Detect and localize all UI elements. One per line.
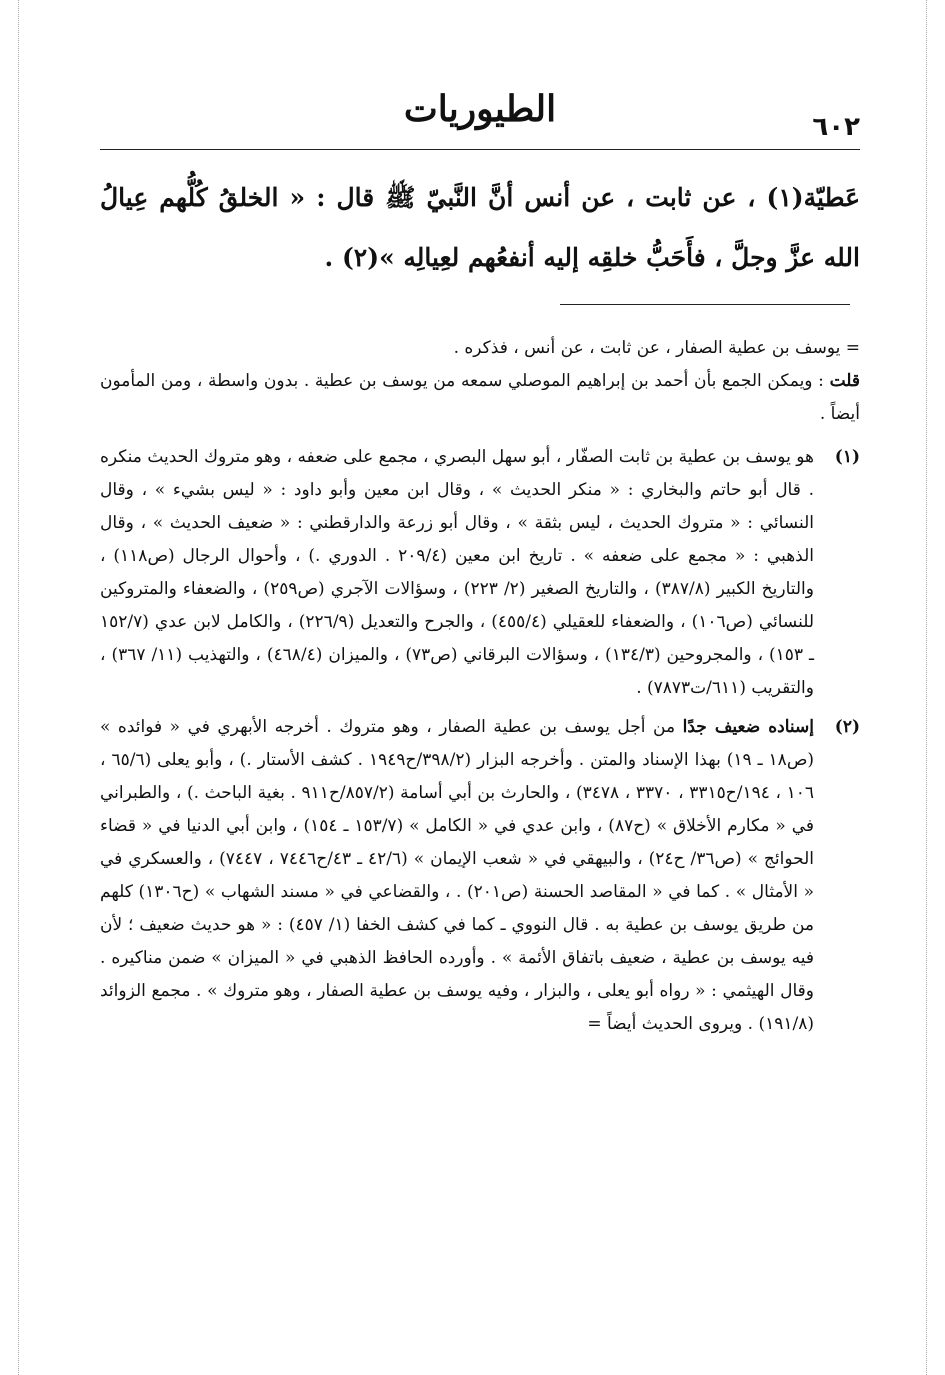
- footnote: [100, 711, 860, 1041]
- footnote-number: (٢): [834, 717, 860, 737]
- footnote-lead: إسناده ضعيف جدًا: [682, 717, 814, 737]
- footnote-text: [100, 441, 814, 705]
- footnotes-section: [100, 332, 860, 1041]
- footnote-body: من أجل يوسف بن عطية الصفار ، وهو متروك . أخرجه الأبهري في « فوائده » (ص١٨ ـ ١٩) بهذا الإسناد والمتن . وأخرجه البزار (٣٩٨/٢/ح١٩٤٩ . كشف الأستار .) ، وأبو يعلى (٦٥/٦ ، ١٠٦ ، ١٩٤/ح٣٣١٥ ، ٣٣٧٠ ، ٣٤٧٨) ، والحارث بن أبي أسامة (٨٥٧/٢/ح٩١١ . بغية الباحث .) ، والطبراني في « مكارم الأخلاق » (ح٨٧) ، وابن عدي في « الكامل » (١٥٣/٧ ـ ١٥٤) ، وابن أبي الدنيا في « قضاء الحوائج » (ص٣٦/ ح٢٤) ، والبيهقي في « شعب الإيمان » (٤٢/٦ ـ ٤٣/ح٧٤٤٦ ، ٧٤٤٧) ، والعسكري في « الأمثال » . كما في « المقاصد الحسنة (ص٢٠١) . ، والقضاعي في « مسند الشهاب » (ح١٣٠٦) كلهم من طريق يوسف بن عطية به . قال النووي ـ كما في كشف الخفا (١/ ٤٥٧) : « هو حديث ضعيف ؛ لأن فيه يوسف بن عطية ، ضعيف باتفاق الأئمة » . وأورده الحافظ الذهبي في « الميزان » ضمن مناكيره . وقال الهيثمي : « رواه أبو يعلى ، والبزار ، وفيه يوسف بن عطية الصفار ، وهو متروك » . مجمع الزوائد (١٩١/٨) . ويروى الحديث أيضاً =: [100, 717, 815, 1034]
- footnote-separator: [560, 304, 850, 305]
- scan-margin-dots: [18, 0, 21, 1375]
- comment-label: قلت: [829, 371, 861, 391]
- comment-text: : ويمكن الجمع بأن أحمد بن إبراهيم الموصلي سمعه من يوسف بن عطية . بدون واسطة ، ومن المأمون أيضاً .: [100, 371, 860, 424]
- main-hadith-text: عَطيّة(١) ، عن ثابت ، عن أنس أنَّ النَّبيّ ﷺ قال : « الخلقُ كُلُّهم عِيالُ الله عزَّ وجلَّ ، فأَحَبُّ خلقِه إليه أنفعُهم لعِيالِه »(٢) .: [100, 183, 860, 272]
- running-title: الطيوريات: [403, 88, 557, 130]
- previous-note-continuation: [100, 332, 860, 431]
- page-header: [100, 88, 860, 148]
- scan-margin-dots: [926, 0, 929, 1375]
- footnote: [100, 441, 860, 705]
- header-rule: [100, 149, 860, 150]
- footnote-text: [100, 711, 814, 1041]
- continuation-text: = يوسف بن عطية الصفار ، عن ثابت ، عن أنس ، فذكره .: [453, 338, 860, 358]
- footnote-body: هو يوسف بن عطية بن ثابت الصفّار ، أبو سهل البصري ، مجمع على ضعفه ، وهو متروك الحديث منكره . قال أبو حاتم والبخاري : « منكر الحديث » ، وقال ابن معين وأبو داود : « ليس بشيء » ، وقال النسائي : « متروك الحديث ، ليس بثقة » ، وقال أبو زرعة والدارقطني : « ضعيف الحديث » ، وقال الذهبي : « مجمع على ضعفه » . تاريخ ابن معين (٢٠٩/٤ . الدوري .) ، وأحوال الرجال (ص١١٨) ، والتاريخ الكبير (٣٨٧/٨) ، والتاريخ الصغير (٢/ ٢٢٣) ، وسؤالات الآجري (ص٢٥٩) ، والضعفاء والمتروكين للنسائي (ص١٠٦) ، والضعفاء للعقيلي (٤٥٥/٤) ، والجرح والتعديل (٢٢٦/٩) ، والكامل لابن عدي (١٥٢/٧ ـ ١٥٣) ، والمجروحين (١٣٤/٣) ، وسؤالات البرقاني (ص٧٣) ، والميزان (٤٦٨/٤) ، والتهذيب (١١/ ٣٦٧) ، والتقريب (٦١١/ت٧٨٧٣) .: [100, 447, 815, 698]
- page-number: ٦٠٢: [812, 112, 860, 142]
- footnote-number: (١): [834, 447, 860, 467]
